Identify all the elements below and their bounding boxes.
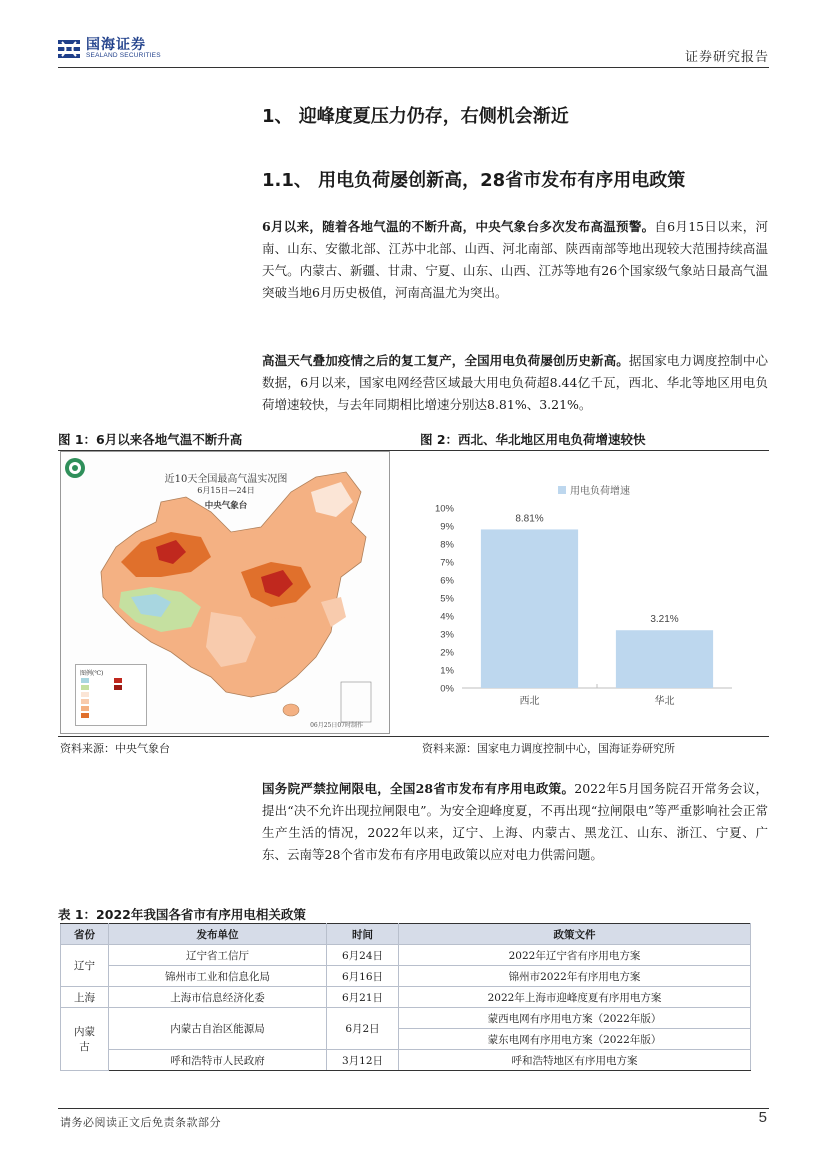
legend-swatch [558, 486, 566, 494]
cell-date: 6月2日 [327, 1008, 399, 1050]
cell-issuer: 辽宁省工信厅 [109, 945, 327, 966]
table-row [61, 945, 751, 966]
page-header [58, 38, 769, 68]
figure1-source: 资料来源：中央气象台 [60, 742, 170, 755]
cell-date: 3月12日 [327, 1050, 399, 1071]
cell-date: 6月24日 [327, 945, 399, 966]
cell-document: 蒙西电网有序用电方案（2022年版） [399, 1008, 751, 1029]
table-row [61, 1008, 751, 1029]
data-label: 8.81% [515, 513, 544, 525]
paragraph-lead: 国务院严禁拉闸限电，全国28省市发布有序用电政策。 [262, 781, 575, 796]
cell-document: 2022年辽宁省有序用电方案 [399, 945, 751, 966]
footer-rule [58, 1108, 769, 1109]
table-header-row [61, 924, 751, 945]
header-policy-document: 政策文件 [399, 924, 751, 945]
bar-chart-svg [420, 456, 770, 736]
sealand-logo-icon [58, 38, 80, 60]
y-tick-label: 7% [440, 557, 454, 569]
cell-province: 内蒙古 [61, 1008, 109, 1071]
y-tick-label: 6% [440, 575, 454, 587]
legend-label: 用电负荷增速 [570, 486, 630, 497]
report-type-label: 证券研究报告 [684, 50, 769, 65]
y-tick-label: 8% [440, 539, 454, 551]
cell-document: 蒙东电网有序用电方案（2022年版） [399, 1029, 751, 1050]
paragraph-body: 据国家电力调度控制中心数据，6月以来，国家电网经营区域最大用电负荷超8.44亿千瓦，西北、华北等地区用电负荷增速较快，与去年同期相比增速分别达8.81%、3.21%。 [262, 353, 768, 412]
figure-bottom-rule [58, 736, 769, 737]
paragraph-lead: 6月以来，随着各地气温的不断升高，中央气象台多次发布高温预警。 [262, 219, 655, 234]
cell-date: 6月16日 [327, 966, 399, 987]
cell-issuer: 内蒙古自治区能源局 [109, 1008, 327, 1050]
paragraph-body: 2022年5月国务院召开常务会议，提出“决不允许出现拉闸限电”。为安全迎峰度夏，不再出现“拉闸限电”等严重影响社会正常生产生活的情况，2022年以来，辽宁、上海、内蒙古、黑龙江、山东、浙江、宁夏、广东、云南等28个省市发布有序用电政策以应对电力供需问题。 [262, 781, 768, 862]
bar-西北 [481, 529, 578, 688]
figure1-title: 图 1：6月以来各地气温不断升高 [58, 432, 243, 447]
cell-issuer: 锦州市工业和信息化局 [109, 966, 327, 987]
data-label: 3.21% [650, 614, 679, 626]
map-title: 近10天全国最高气温实况图 [164, 474, 288, 485]
cell-date: 6月21日 [327, 987, 399, 1008]
table-row [61, 1050, 751, 1071]
cell-document: 锦州市2022年有序用电方案 [399, 966, 751, 987]
page-number: 5 [758, 1109, 767, 1126]
sealand-logo [58, 38, 161, 60]
header-province: 省份 [61, 924, 109, 945]
x-category-label: 西北 [519, 696, 540, 707]
temperature-map [60, 451, 390, 734]
paragraph-policy [262, 778, 768, 866]
table-title: 表 1：2022年我国各省市有序用电相关政策 [58, 907, 306, 922]
y-tick-label: 5% [440, 593, 454, 605]
map-legend [75, 664, 147, 726]
table-row [61, 987, 751, 1008]
paragraph-lead: 高温天气叠加疫情之后的复工复产，全国用电负荷屡创历史新高。 [262, 353, 629, 368]
map-subtitle: 6月15日—24日 [197, 486, 255, 495]
legend-title: 图例(℃) [80, 670, 104, 677]
y-tick-label: 1% [440, 665, 454, 677]
paragraph-power-load [262, 350, 768, 416]
map-organization: 中央气象台 [204, 501, 248, 511]
y-tick-label: 2% [440, 647, 454, 659]
cell-province: 辽宁 [61, 945, 109, 987]
cell-issuer: 呼和浩特市人民政府 [109, 1050, 327, 1071]
section-heading: 1、 迎峰度夏压力仍存，右侧机会渐近 [262, 106, 569, 127]
cell-document: 2022年上海市迎峰度夏有序用电方案 [399, 987, 751, 1008]
y-tick-label: 10% [434, 503, 454, 515]
header-date: 时间 [327, 924, 399, 945]
map-footer: 06月25日07时制作 [310, 722, 363, 729]
y-tick-label: 3% [440, 629, 454, 641]
paragraph-body: 自6月15日以来，河南、山东、安徽北部、江苏中北部、山西、河北南部、陕西南部等地出现较大范围持续高温天气。内蒙古、新疆、甘肃、宁夏、山东、山西、江苏等地有26个国家级气象站日最高气温突破当地6月历史极值，河南高温尤为突出。 [262, 219, 769, 300]
policy-table [60, 923, 751, 1071]
logo-english: SEALAND SECURITIES [86, 52, 161, 59]
footer-disclaimer: 请务必阅读正文后免责条款部分 [60, 1116, 221, 1129]
load-growth-chart [420, 456, 770, 736]
cell-province: 上海 [61, 987, 109, 1008]
cell-document: 呼和浩特地区有序用电方案 [399, 1050, 751, 1071]
x-category-label: 华北 [654, 696, 675, 707]
figure2-source: 资料来源：国家电力调度控制中心，国海证券研究所 [422, 742, 675, 755]
y-tick-label: 4% [440, 611, 454, 623]
header-issuer: 发布单位 [109, 924, 327, 945]
y-tick-label: 0% [440, 683, 454, 695]
subsection-heading: 1.1、 用电负荷屡创新高，28省市发布有序用电政策 [262, 170, 686, 191]
logo-chinese: 国海证券 [86, 37, 146, 53]
bar-华北 [616, 630, 713, 688]
table-row [61, 966, 751, 987]
paragraph-heat-wave [262, 216, 768, 304]
figure2-title: 图 2：西北、华北地区用电负荷增速较快 [420, 432, 646, 447]
cell-issuer: 上海市信息经济化委 [109, 987, 327, 1008]
y-tick-label: 9% [440, 521, 454, 533]
